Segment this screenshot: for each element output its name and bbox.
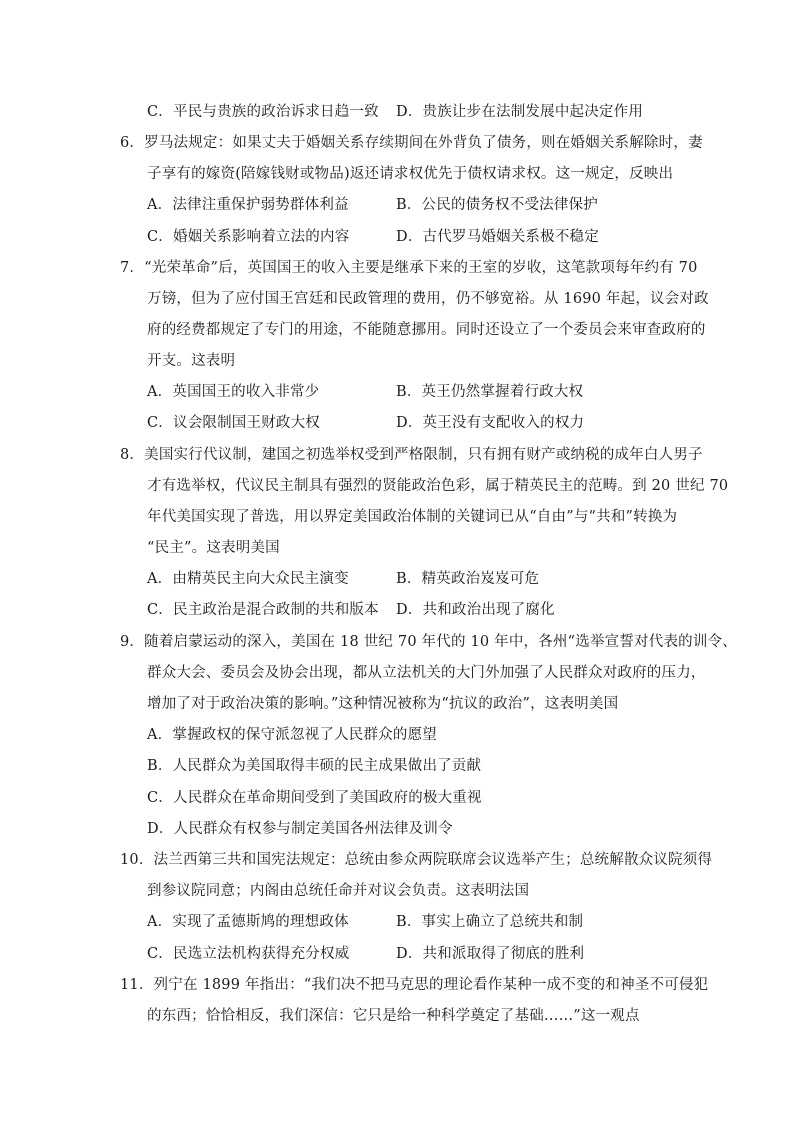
q5-option-row — [147, 102, 644, 122]
q10-option-c[interactable]: C．民选立法机构获得充分权威 — [147, 946, 350, 962]
q7-option-c[interactable]: C．议会限制国王财政大权 — [147, 415, 320, 431]
q5-option-c[interactable]: C．平民与贵族的政治诉求日趋一致 — [147, 104, 379, 120]
q9-option-a[interactable]: A．掌握政权的保守派忽视了人民群众的愿望 — [147, 727, 437, 743]
q6-option-row-2 — [147, 227, 599, 247]
q6-option-d[interactable]: D．古代罗马婚姻关系极不稳定 — [396, 229, 599, 245]
q10-option-a[interactable]: A．实现了孟德斯鸠的理想政体 — [147, 914, 349, 930]
q7-option-d[interactable]: D．英王没有支配收入的权力 — [396, 415, 585, 431]
q6-stem-line-2: 子享有的嫁资(陪嫁钱财或物品)返还请求权优先于债权请求权。这一规定，反映出 — [147, 166, 674, 182]
q10-option-row-1 — [147, 912, 584, 932]
q8-option-row-2 — [147, 600, 555, 620]
q9-stem-line-2: 群众大会、委员会及协会出现，都从立法机关的大门外加强了人民群众对政府的压力， — [147, 665, 706, 681]
q8-stem-line-1: 8．美国实行代议制，建国之初选举权受到严格限制，只有拥有财产或纳税的成年白人男子 — [120, 447, 703, 463]
q8-stem-line-2: 才有选举权，代议民主制具有强烈的贤能政治色彩，属于精英民主的范畴。到 20 世纪 70 — [147, 478, 729, 494]
q8-stem-line-3: 年代美国实现了普选，用以界定美国政治体制的关键词已从“自由”与“共和”转换为 — [147, 509, 678, 525]
q9-option-c[interactable]: C．人民群众在革命期间受到了美国政府的极大重视 — [147, 790, 482, 806]
q9-stem-line-3: 增加了对于政治决策的影响。”这种情况被称为“抗议的政治”，这表明美国 — [147, 696, 619, 712]
q8-option-d[interactable]: D．共和政治出现了腐化 — [396, 602, 555, 618]
q7-stem-line-3: 府的经费都规定了专门的用途，不能随意挪用。同时还设立了一个委员会来审查政府的 — [147, 322, 706, 338]
q7-option-a[interactable]: A．英国国王的收入非常少 — [147, 384, 320, 400]
q6-option-b[interactable]: B．公民的债务权不受法律保护 — [396, 197, 598, 213]
q7-stem-line-4: 开支。这表明 — [147, 353, 236, 369]
q7-option-b[interactable]: B．英王仍然掌握着行政大权 — [396, 384, 584, 400]
q6-option-row-1 — [147, 195, 598, 215]
q8-option-c[interactable]: C．民主政治是混合政制的共和版本 — [147, 602, 379, 618]
q5-option-d[interactable]: D．贵族让步在法制发展中起决定作用 — [396, 104, 644, 120]
q10-stem-line-2: 到参议院同意；内阁由总统任命并对议会负责。这表明法国 — [147, 883, 530, 899]
q10-stem-line-1: 10．法兰西第三共和国宪法规定：总统由参众两院联席会议选举产生；总统解散众议院须得 — [120, 852, 713, 868]
q7-stem-line-1: 7．“光荣革命”后，英国国王的收入主要是继承下来的王室的岁收，这笔款项每年约有 70 — [120, 260, 698, 276]
q8-option-row-1 — [147, 569, 540, 589]
q9-option-b[interactable]: B．人民群众为美国取得丰硕的民主成果做出了贡献 — [147, 758, 482, 774]
q9-stem-line-1: 9．随着启蒙运动的深入，美国在 18 世纪 70 年代的 10 年中，各州“选举宣誓对代表的训令、 — [120, 634, 737, 650]
q8-option-b[interactable]: B．精英政治岌岌可危 — [396, 571, 540, 587]
q7-option-row-2 — [147, 413, 585, 433]
q10-option-b[interactable]: B．事实上确立了总统共和制 — [396, 914, 584, 930]
q6-stem-line-1: 6．罗马法规定：如果丈夫于婚姻关系存续期间在外背负了债务，则在婚姻关系解除时，妻 — [120, 135, 703, 151]
q6-option-c[interactable]: C．婚姻关系影响着立法的内容 — [147, 229, 350, 245]
q6-option-a[interactable]: A．法律注重保护弱势群体利益 — [147, 197, 349, 213]
q8-option-a[interactable]: A．由精英民主向大众民主演变 — [147, 571, 349, 587]
q11-stem-line-2: 的东西；恰恰相反，我们深信：它只是给一种科学奠定了基础……”这一观点 — [147, 1008, 640, 1024]
q7-stem-line-2: 万镑，但为了应付国王宫廷和民政管理的费用，仍不够宽裕。从 1690 年起，议会对政 — [147, 291, 709, 307]
q10-option-d[interactable]: D．共和派取得了彻底的胜利 — [396, 946, 585, 962]
q10-option-row-2 — [147, 944, 585, 964]
q7-option-row-1 — [147, 382, 584, 402]
q11-stem-line-1: 11．列宁在 1899 年指出：“我们决不把马克思的理论看作某种一成不变的和神圣不可侵犯 — [120, 977, 709, 993]
q8-stem-line-4: “民主”。这表明美国 — [147, 540, 280, 556]
q9-option-d[interactable]: D．人民群众有权参与制定美国各州法律及训令 — [147, 821, 453, 837]
